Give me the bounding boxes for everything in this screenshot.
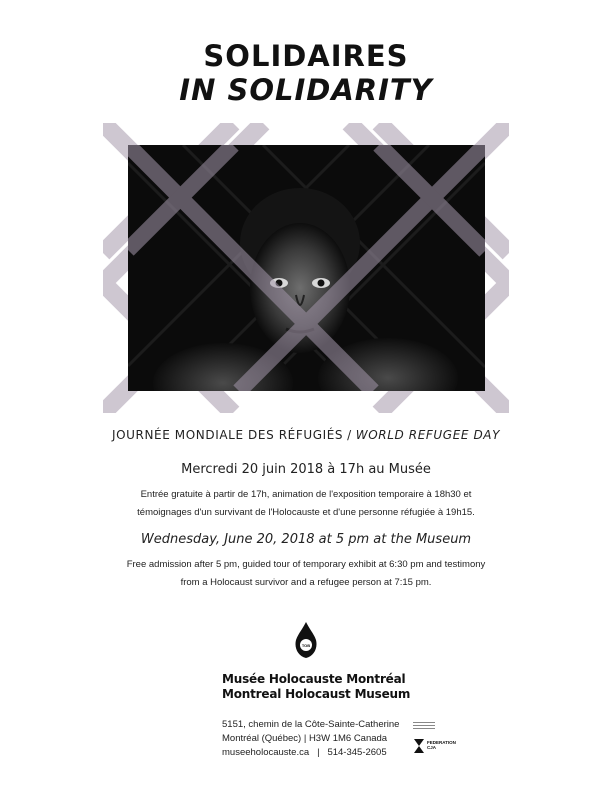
event-heading <box>0 428 612 442</box>
event-details-en <box>0 556 612 592</box>
title-line-1: SOLIDAIRES <box>203 39 409 73</box>
event-details-fr-line-1: Entrée gratuite à partir de 17h, animation de l'exposition temporaire à 18h30 et <box>140 489 472 500</box>
federation-label <box>427 740 456 750</box>
contact-separator: | <box>317 747 320 758</box>
federation-name: FEDERATION <box>427 740 456 745</box>
heading-separator: / <box>347 428 352 442</box>
address-line-2: Montréal (Québec) | H3W 1M6 Canada <box>222 733 388 744</box>
event-date-en: Wednesday, June 20, 2018 at 5 pm at the Museum <box>140 532 472 547</box>
event-details-fr-line-2: témoignages d'un survivant de l'Holocauste et d'une personne réfugiée à 19h15. <box>137 507 475 518</box>
federation-sub: CJA <box>427 745 437 750</box>
title-line-2: IN SOLIDARITY <box>179 73 433 107</box>
address-line-1: 5151, chemin de la Côte-Sainte-Catherine <box>222 719 400 730</box>
federation-fine-print <box>413 722 435 734</box>
website-link[interactable]: museeholocauste.ca <box>222 747 310 758</box>
event-details-fr <box>0 486 612 522</box>
federation-mark-icon <box>413 738 425 754</box>
event-details-en-line-2: from a Holocaust survivor and a refugee person at 7:15 pm. <box>180 577 432 588</box>
logo-lettering: TOB <box>301 643 311 648</box>
federation-logo <box>413 722 463 758</box>
museum-name-en: Montreal Holocaust Museum <box>222 687 411 701</box>
heading-fr: JOURNÉE MONDIALE DES RÉFUGIÉS <box>111 428 344 442</box>
museum-name-fr: Musée Holocauste Montréal <box>222 672 406 686</box>
phone-number: 514-345-2605 <box>327 747 387 758</box>
event-details-en-line-1: Free admission after 5 pm, guided tour of temporary exhibit at 6:30 pm and testimony <box>126 559 486 570</box>
contact-line <box>222 747 387 758</box>
heading-en: WORLD REFUGEE DAY <box>355 428 501 442</box>
museum-logo-icon <box>292 620 320 662</box>
hero-photo <box>103 123 509 413</box>
event-date-fr: Mercredi 20 juin 2018 à 17h au Musée <box>181 462 431 477</box>
